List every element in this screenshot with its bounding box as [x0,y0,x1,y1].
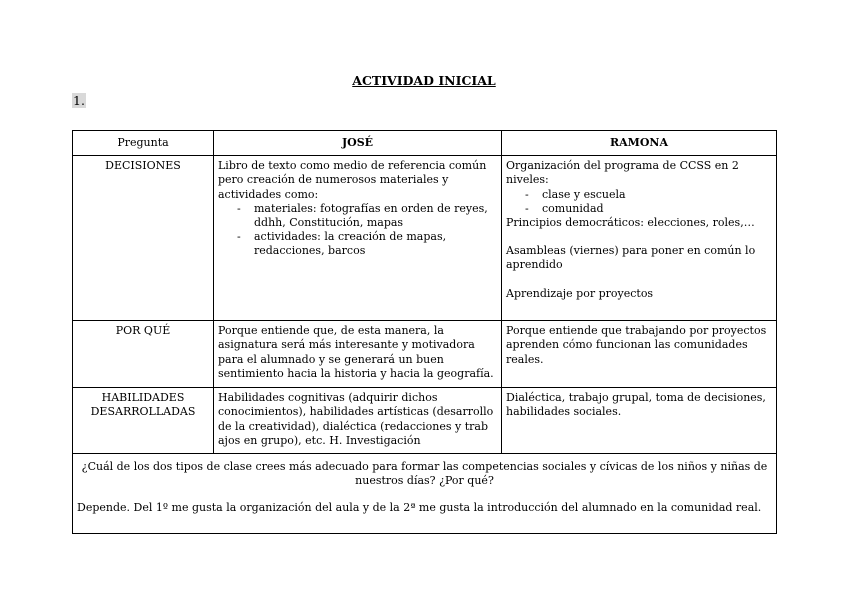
cell-jose-decisiones [214,156,502,321]
cell-jose-habilidades: Habilidades cognitivas (adquirir dichos conocimientos), habilidades artísticas (desarrollo de la creatividad), dialéctica (redacciones y trab ajos en grupo), etc. H. Investigación [214,388,502,454]
table-row-habilidades [73,388,777,454]
document-title: ACTIVIDAD INICIAL [352,73,496,88]
list-item: - materiales: fotografías en orden de reyes, ddhh, Constitución, mapas [254,202,497,230]
cell-jose-porque: Porque entiende que, de esta manera, la asignatura será más interesante y motivadora para el alumnado y se generará un buen sentimiento hacia la historia y hacia la geografía. [214,321,502,388]
cell-ramona-porque: Porque entiende que trabajando por proyectos aprenden cómo funcionan las comunidades reales. [502,321,777,388]
list-item: - actividades: la creación de mapas, redacciones, barcos [254,230,497,258]
cell-final-question [73,454,777,534]
list-item: - clase y escuela [542,188,772,202]
cell-ramona-habilidades: Dialéctica, trabajo grupal, toma de decisiones, habilidades sociales. [502,388,777,454]
header-ramona: RAMONA [502,131,777,156]
table-row-porque [73,321,777,388]
header-jose: JOSÉ [214,131,502,156]
jose-decisiones-intro: Libro de texto como medio de referencia común pero creación de numerosos materiales y actividades como: [218,159,487,201]
table-row-decisiones [73,156,777,321]
ramona-decisiones-line3: Asambleas (viernes) para poner en común lo aprendido [506,244,756,272]
table-header-row [73,131,777,156]
table-row-final [73,454,777,534]
row-label-decisiones: DECISIONES [73,156,214,321]
ramona-decisiones-line4: Aprendizaje por proyectos [506,286,654,300]
row-label-porque: POR QUÉ [73,321,214,388]
ramona-decisiones-line2: Principios democráticos: elecciones, roles,… [506,216,755,230]
header-pregunta: Pregunta [73,131,214,156]
list-item: - comunidad [542,202,772,216]
row-label-habilidades: HABILIDADES DESARROLLADAS [73,388,214,454]
cell-ramona-decisiones [502,156,777,321]
final-question: ¿Cuál de los dos tipos de clase crees más adecuado para formar las competencias sociales y cívicas de los niños y niñas de nuestros días? ¿Por qué? [81,460,768,488]
section-number: 1. [73,93,85,108]
ramona-decisiones-list [506,188,772,216]
final-answer: Depende. Del 1º me gusta la organización del aula y de la 2ª me gusta la introducción del alumnado en la comunidad real. [77,500,762,514]
jose-decisiones-list [218,202,497,259]
comparison-table [72,130,777,534]
ramona-decisiones-intro: Organización del programa de CCSS en 2 niveles: [506,159,739,187]
